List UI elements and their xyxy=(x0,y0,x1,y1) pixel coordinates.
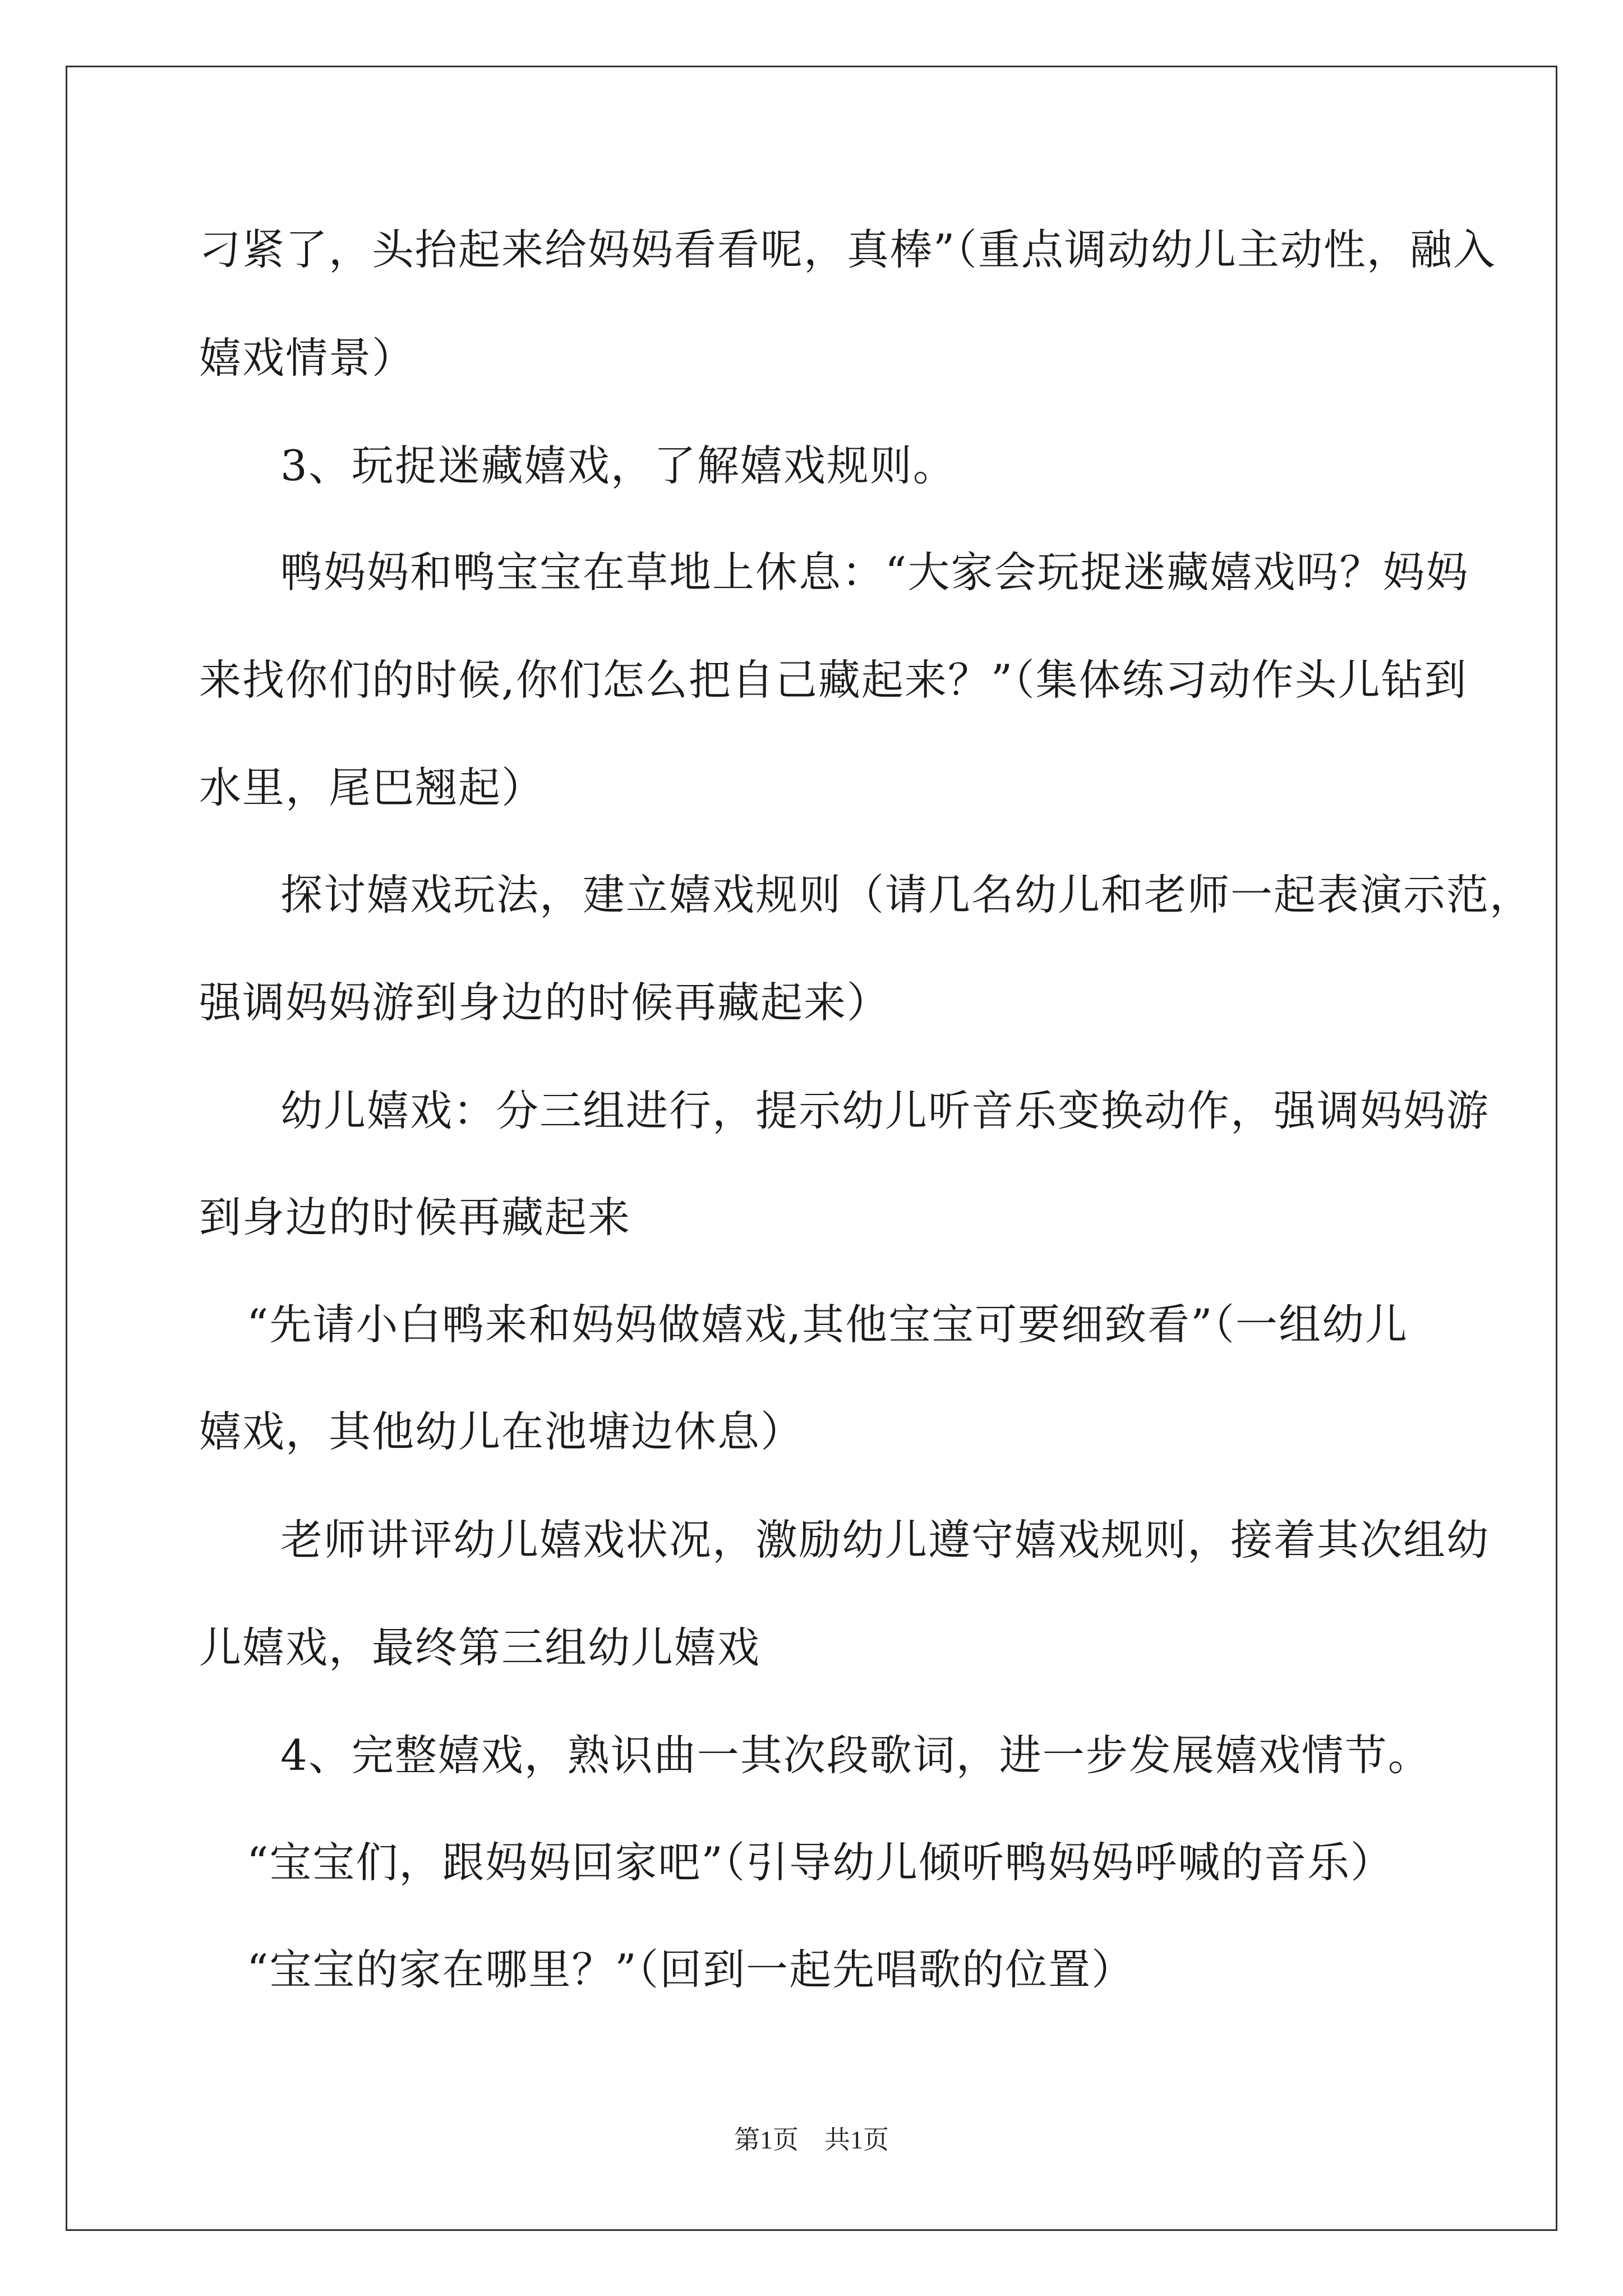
text-line: 幼儿嬉戏：分三组进行，提示幼儿听音乐变换动作，强调妈妈游 xyxy=(280,1086,1490,1135)
text-line: “宝宝们，跟妈妈回家吧”（引导幼儿倾听鸭妈妈呼喊的音乐） xyxy=(247,1838,1394,1887)
text-line: 探讨嬉戏玩法，建立嬉戏规则（请几名幼儿和老师一起表演示范， xyxy=(280,870,1533,919)
text-line: 嬉戏，其他幼儿在池塘边休息） xyxy=(199,1407,804,1456)
text-line: 到身边的时候再藏起来 xyxy=(199,1193,631,1242)
text-line: 强调妈妈游到身边的时候再藏起来） xyxy=(199,978,891,1027)
text-line: 老师讲评幼儿嬉戏状况，激励幼儿遵守嬉戏规则，接着其次组幼 xyxy=(280,1515,1490,1565)
text-line: “先请小白鸭来和妈妈做嬉戏,其他宝宝可要细致看”（一组幼儿 xyxy=(247,1300,1409,1349)
page-number: 第1页 共1页 xyxy=(734,2125,889,2154)
text-line: 儿嬉戏，最终第三组幼儿嬉戏 xyxy=(199,1623,761,1672)
text-line: 4、完整嬉戏，熟识曲一其次段歌词，进一步发展嬉戏情节。 xyxy=(280,1731,1431,1780)
text-line: 鸭妈妈和鸭宝宝在草地上休息：“大家会玩捉迷藏嬉戏吗？妈妈 xyxy=(280,547,1469,597)
page-border xyxy=(66,66,1557,2231)
text-line: 刁紧了，头抬起来给妈妈看看呢，真棒”（重点调动幼儿主动性，融入 xyxy=(199,225,1496,274)
text-line: 来找你们的时候,你们怎么把自己藏起来？”（集体练习动作头儿钻到 xyxy=(199,655,1468,705)
text-line: “宝宝的家在哪里？”（回到一起先唱歌的位置） xyxy=(247,1945,1135,1994)
text-line: 嬉戏情景） xyxy=(199,333,416,383)
text-line: 水里，尾巴翘起） xyxy=(199,763,545,812)
text-line: 3、玩捉迷藏嬉戏，了解嬉戏规则。 xyxy=(280,441,956,490)
